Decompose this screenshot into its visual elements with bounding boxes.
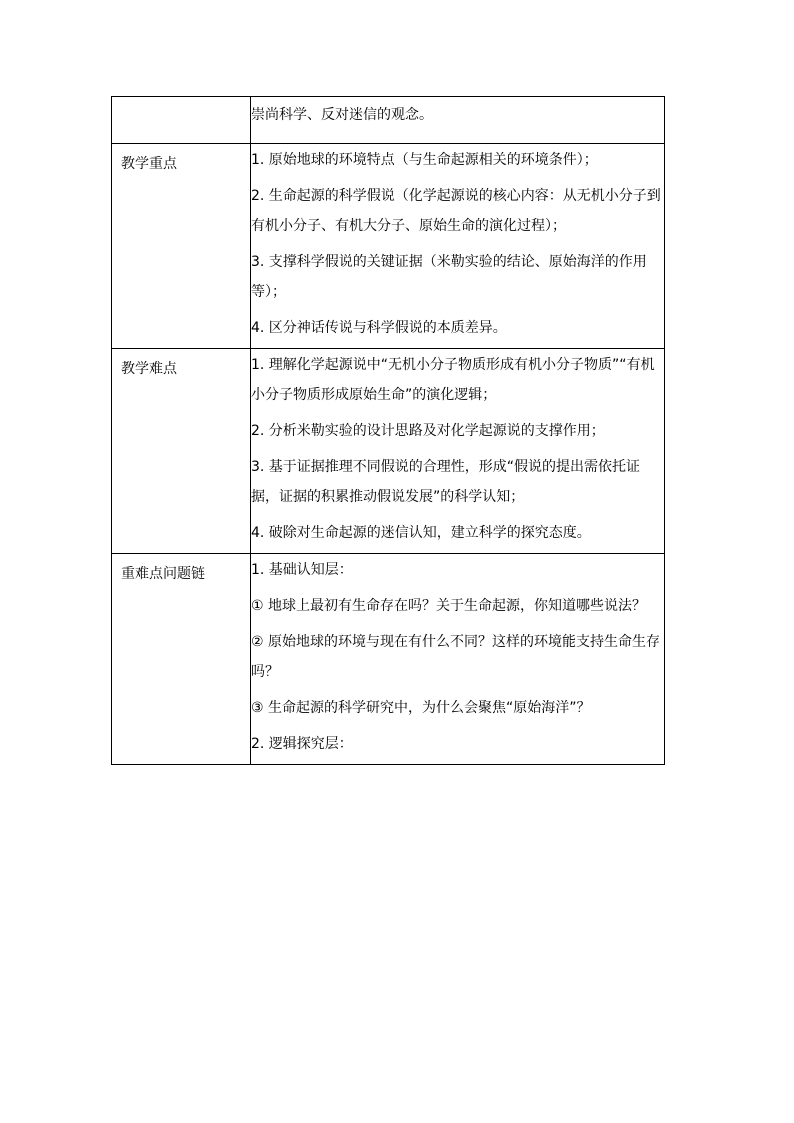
table-row <box>112 349 665 554</box>
table-row <box>112 554 665 765</box>
row-content-cell <box>251 349 665 554</box>
content-paragraph: 4. 区分神话传说与科学假说的本质差异。 <box>251 320 507 336</box>
row-label <box>112 97 250 109</box>
content-paragraph: 3. 支撑科学假说的关键证据（米勒实验的结论、原始海洋的作用等）； <box>251 254 647 300</box>
row-content-cell <box>251 97 665 144</box>
content-paragraph: 4. 破除对生命起源的迷信认知，建立科学的探究态度。 <box>251 525 591 541</box>
content-paragraph: 3. 基于证据推理不同假说的合理性，形成“假说的提出需依托证据，证据的积累推动假说发展”的科学认知； <box>251 459 641 505</box>
content-paragraph: ① 地球上最初有生命存在吗？关于生命起源，你知道哪些说法？ <box>251 598 646 614</box>
row-content-cell <box>251 144 665 349</box>
row-content-cell <box>251 554 665 765</box>
row-label: 教学重点 <box>121 156 177 172</box>
content-paragraph: ② 原始地球的环境与现在有什么不同？这样的环境能支持生命生存吗？ <box>251 634 660 680</box>
content-paragraph: ③ 生命起源的科学研究中，为什么会聚焦“原始海洋”？ <box>251 700 591 716</box>
content-paragraph: 崇尚科学、反对迷信的观念。 <box>251 107 433 123</box>
row-label-cell <box>112 97 251 144</box>
content-paragraph: 1. 原始地球的环境特点（与生命起源相关的环境条件）； <box>251 152 598 168</box>
table-row <box>112 97 665 144</box>
table-row <box>112 144 665 349</box>
content-paragraph: 2. 分析米勒实验的设计思路及对化学起源说的支撑作用； <box>251 423 605 439</box>
content-paragraph: 2. 逻辑探究层： <box>251 736 353 752</box>
row-label-cell <box>112 349 251 554</box>
content-paragraph: 1. 理解化学起源说中“无机小分子物质形成有机小分子物质”“有机小分子物质形成原始生命”的演化逻辑； <box>251 357 655 403</box>
row-label-cell <box>112 144 251 349</box>
row-label: 重难点问题链 <box>121 566 205 582</box>
row-label: 教学难点 <box>121 361 177 377</box>
lesson-plan-table <box>111 96 665 765</box>
content-paragraph: 2. 生命起源的科学假说（化学起源说的核心内容：从无机小分子到有机小分子、有机大分子、原始生命的演化过程）； <box>251 188 661 234</box>
row-label-cell <box>112 554 251 765</box>
content-paragraph: 1. 基础认知层： <box>251 562 353 578</box>
